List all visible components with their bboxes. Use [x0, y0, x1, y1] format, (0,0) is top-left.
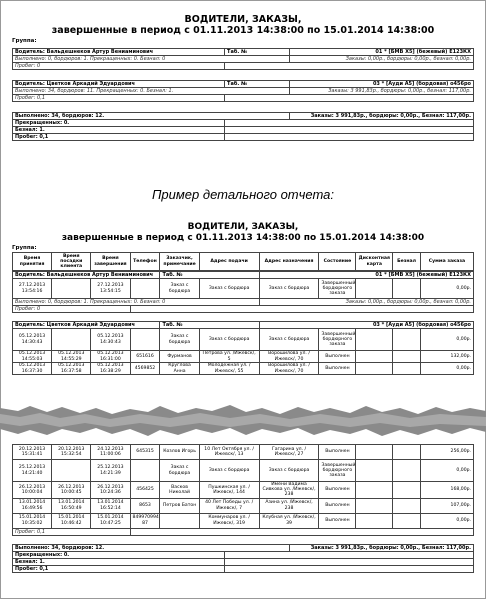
- column-header: Телефон: [130, 253, 160, 271]
- cell: 456425: [130, 482, 160, 499]
- column-header: Безнал: [393, 253, 421, 271]
- cell: 25.12.2013 14:21:39: [91, 460, 130, 482]
- cell: 05.12.2013 16:31:00: [91, 351, 130, 363]
- cell: [356, 460, 393, 482]
- cell: 05.12.2013 14:30:43: [13, 329, 52, 351]
- orders-sum: Заказы: 0,00р., бордюры: 0,00р., безнал: 0,00р.: [289, 56, 473, 63]
- cell: 26.12.2013 10:24:36: [91, 482, 130, 499]
- total-mileage: Пробег: 0,1: [13, 134, 225, 141]
- column-header: Состояние: [319, 253, 356, 271]
- done-count: Выполнено: 34, бордюров: 11. Прекращенных: 0. Безнал: 1.: [13, 88, 290, 95]
- cell: 13.01.2014 16:50:49: [52, 498, 91, 513]
- cell: Гагарина ул. /Ижевск/, 27: [259, 445, 319, 460]
- driver-name: Водитель: Вальдешнеков Артур Вениаминович: [13, 272, 160, 279]
- done-count: Выполнено: 0, бордюров: 1. Прекращенных: 0. Безнал: 0: [13, 299, 260, 306]
- column-header: Адрес назначения: [259, 253, 319, 271]
- cell: Молодежная ул. /Ижевск/, 55: [199, 363, 259, 375]
- cell: Заказ с бордюра: [259, 279, 319, 299]
- cell: [356, 351, 393, 363]
- driver-name: Водитель: Вальдешнеков Артур Вениаминович: [13, 49, 225, 56]
- cell: Заказ с бордюра: [259, 460, 319, 482]
- cell: Выполнен: [319, 482, 356, 499]
- cell: [52, 460, 91, 482]
- cell: Выполнен: [319, 513, 356, 528]
- cell: [130, 329, 160, 351]
- cell: Выполнен: [319, 363, 356, 375]
- column-header: Дисконтная карта: [356, 253, 393, 271]
- cell: [130, 279, 160, 299]
- cell: Козлов Игорь: [160, 445, 199, 460]
- column-header: Время завершения: [91, 253, 130, 271]
- detail-title-line2: завершенные в период с 01.11.2013 14:38:00 по 15.01.2014 14:38:00: [61, 233, 425, 243]
- detail-driver-2-top: [12, 321, 474, 375]
- cell: [160, 513, 199, 528]
- detail-table-header: [12, 252, 474, 271]
- detail-total: [12, 544, 474, 573]
- cell: [52, 329, 91, 351]
- cell: [393, 460, 421, 482]
- cell: Имени Вадима Сивкова ул. /Ижевск/, 238: [259, 482, 319, 499]
- cell: [356, 329, 393, 351]
- cell: Заказ с бордюра: [199, 279, 259, 299]
- total-orders: Заказы: 3 991,83р., бордюры: 0,00р., Безнал: 117,00р.: [289, 544, 473, 551]
- cell: [393, 329, 421, 351]
- cell: 13.01.2014 16:52:14: [91, 498, 130, 513]
- cell: 0,00р.: [420, 513, 473, 528]
- table-row: [13, 460, 474, 482]
- table-row: [13, 279, 474, 299]
- cell: [356, 445, 393, 460]
- total-stopped: Прекращенных: 0.: [13, 120, 225, 127]
- cell: 20.12.2013 15:32:54: [52, 445, 91, 460]
- driver-name: Водитель: Цветков Аркадий Эдуардович: [13, 81, 225, 88]
- torn-edge-graphic: [0, 402, 486, 442]
- mileage: Пробег: 0,1: [13, 95, 225, 102]
- tab-number: Таб. №: [160, 272, 259, 279]
- cell: 651616: [130, 351, 160, 363]
- car: 03 * [Ауди А5] (бордовая) о456ро: [259, 322, 473, 329]
- detail-driver-2-bottom: [12, 444, 474, 536]
- total-done: Выполнено: 34, бордюров: 12.: [13, 544, 290, 551]
- cell: Васков Николай: [160, 482, 199, 499]
- car: 01 * [БМВ X5] (бежевый) Е123КХ: [289, 49, 473, 56]
- detail-title-line1: ВОДИТЕЛИ, ЗАКАЗЫ,: [187, 222, 299, 232]
- cell: Выполнен: [319, 498, 356, 513]
- orders-sum: Заказы: 3 991,83р., бордюры: 0,00р., безнал: 117,00р.: [289, 88, 473, 95]
- cell: 26.12.2013 10:00:04: [13, 482, 52, 499]
- cell: Ворошилова ул. /Ижевск/, 70: [259, 363, 319, 375]
- cell: [393, 445, 421, 460]
- mileage: Пробег: 0,1: [13, 528, 131, 535]
- summary-report: [12, 14, 474, 141]
- cell: 05.12.2013 14:30:43: [91, 329, 130, 351]
- detail-report: [12, 222, 474, 375]
- cell: [356, 498, 393, 513]
- table-row: [13, 513, 474, 528]
- cell: Заказ с бордюра: [199, 460, 259, 482]
- cell: 10 Лет Октября ул. /Ижевск/, 13: [199, 445, 259, 460]
- tab-number: Таб. №: [225, 81, 290, 88]
- cell: [130, 460, 160, 482]
- cell: 168,00р.: [420, 482, 473, 499]
- cell: 256,00р.: [420, 445, 473, 460]
- table-row: [13, 498, 474, 513]
- total-mileage: Пробег: 0,1: [13, 565, 225, 572]
- cell: Выполнен: [319, 445, 356, 460]
- cell: 24.12.2013 11:00:06: [91, 445, 130, 460]
- summary-total: [12, 112, 474, 141]
- table-row: [13, 351, 474, 363]
- cell: 05.12.2013 14:55:29: [52, 351, 91, 363]
- cell: [393, 351, 421, 363]
- cell: Завершенный бордюрного заказа: [319, 460, 356, 482]
- done-count: Выполнено: 0, бордюров: 1. Прекращенных: 0. Безнал: 0: [13, 56, 290, 63]
- total-orders: Заказы: 3 991,83р., бордюры: 0,00р., Безнал: 117,00р.: [289, 113, 473, 120]
- cell: 27.12.2013 13:54:15: [91, 279, 130, 299]
- summary-driver-2: [12, 80, 474, 102]
- detail-driver-1: [12, 271, 474, 313]
- table-row: [13, 329, 474, 351]
- cell: Петров Батон: [160, 498, 199, 513]
- example-heading: Пример детального отчета:: [152, 187, 334, 202]
- table-row: [13, 445, 474, 460]
- mileage: Пробег: 0: [13, 63, 225, 70]
- column-header: Адрес подачи: [199, 253, 259, 271]
- cell: 15.01.2014 10:46:42: [52, 513, 91, 528]
- cell: 15.01.2014 10:47:25: [91, 513, 130, 528]
- cell: Фурманов: [160, 351, 199, 363]
- column-header: Заказчик, примечание: [160, 253, 199, 271]
- cell: 0,00р.: [420, 363, 473, 375]
- cell: Коммунаров ул. /Ижевск/, 319: [199, 513, 259, 528]
- cell: 645315: [130, 445, 160, 460]
- cell: Ворошилова ул. /Ижевск/, 70: [259, 351, 319, 363]
- cell: Заказ с бордюра: [160, 329, 199, 351]
- tab-number: Таб. №: [225, 49, 290, 56]
- cell: [356, 482, 393, 499]
- summary-driver-1: [12, 48, 474, 70]
- cell: 05.12.2013 16:37:30: [13, 363, 52, 375]
- cell: Клубная ул. /Ижевск/, 39: [259, 513, 319, 528]
- column-header: Сумма заказа: [420, 253, 473, 271]
- cell: 0,00р.: [420, 329, 473, 351]
- cell: 15.01.2014 10:35:02: [13, 513, 52, 528]
- cell: 132,00р.: [420, 351, 473, 363]
- table-row: [13, 482, 474, 499]
- detail-group-label: Группа:: [12, 245, 37, 251]
- cell: 107,00р.: [420, 498, 473, 513]
- cell: Завершенный бордюрного заказа: [319, 329, 356, 351]
- cell: Петрова ул. /Ижевск/, 5: [199, 351, 259, 363]
- cell: 4569852: [130, 363, 160, 375]
- cell: 849970994 87: [130, 513, 160, 528]
- cell: 05.12.2013 16:38:29: [91, 363, 130, 375]
- cell: [356, 363, 393, 375]
- cell: [356, 279, 393, 299]
- mileage: Пробег: 0: [13, 306, 131, 313]
- cell: Заказ с бордюра: [199, 329, 259, 351]
- cell: [52, 279, 91, 299]
- cell: Азина ул. /Ижевск/, 238: [259, 498, 319, 513]
- cell: 27.12.2013 13:54:16: [13, 279, 52, 299]
- summary-title-line1: ВОДИТЕЛИ, ЗАКАЗЫ,: [184, 14, 302, 25]
- summary-group-label: Группа:: [12, 38, 37, 44]
- total-cashless: Безнал: 1.: [13, 558, 225, 565]
- cell: 26.12.2013 10:00:45: [52, 482, 91, 499]
- cell: 05.12.2013 16:37:58: [52, 363, 91, 375]
- cell: 20.12.2013 15:31:41: [13, 445, 52, 460]
- cell: [393, 482, 421, 499]
- column-header: Время посадки клиента: [52, 253, 91, 271]
- cell: Завершенный бордюрного заказа: [319, 279, 356, 299]
- cell: Пушкинская ул. /Ижевск/, 144: [199, 482, 259, 499]
- cell: 13.01.2014 16:49:56: [13, 498, 52, 513]
- total-stopped: Прекращенных: 0.: [13, 551, 225, 558]
- table-row: [13, 363, 474, 375]
- cell: 0,00р.: [420, 460, 473, 482]
- driver-name: Водитель: Цветков Аркадий Эдуардович: [13, 322, 160, 329]
- orders-sum: Заказы: 0,00р., бордюры: 0,00р., безнал: 0,00р.: [259, 299, 473, 306]
- cell: [393, 498, 421, 513]
- cell: Выполнен: [319, 351, 356, 363]
- cell: [393, 513, 421, 528]
- cell: [393, 363, 421, 375]
- cell: Круглова Анна: [160, 363, 199, 375]
- cell: Заказ с бордюра: [160, 460, 199, 482]
- summary-title-line2: завершенные в период с 01.11.2013 14:38:00 по 15.01.2014 14:38:00: [51, 25, 435, 36]
- total-done: Выполнено: 34, бордюров: 12.: [13, 113, 290, 120]
- cell: Заказ с бордюра: [160, 279, 199, 299]
- cell: 40 Лет Победы ул. /Ижевск/, 7: [199, 498, 259, 513]
- cell: 8653: [130, 498, 160, 513]
- cell: 0,00р.: [420, 279, 473, 299]
- total-cashless: Безнал: 1.: [13, 127, 225, 134]
- cell: Заказ с бордюра: [259, 329, 319, 351]
- detail-report-continued: [12, 444, 474, 573]
- cell: [393, 279, 421, 299]
- column-header: Время принятия: [13, 253, 52, 271]
- cell: 25.12.2013 14:21:40: [13, 460, 52, 482]
- car: 01 * [БМВ X5] (бежевый) Е123КХ: [259, 272, 473, 279]
- cell: [356, 513, 393, 528]
- car: 03 * [Ауди А5] (бордовая) о456ро: [289, 81, 473, 88]
- tab-number: Таб. №: [160, 322, 259, 329]
- cell: 05.12.2013 14:55:03: [13, 351, 52, 363]
